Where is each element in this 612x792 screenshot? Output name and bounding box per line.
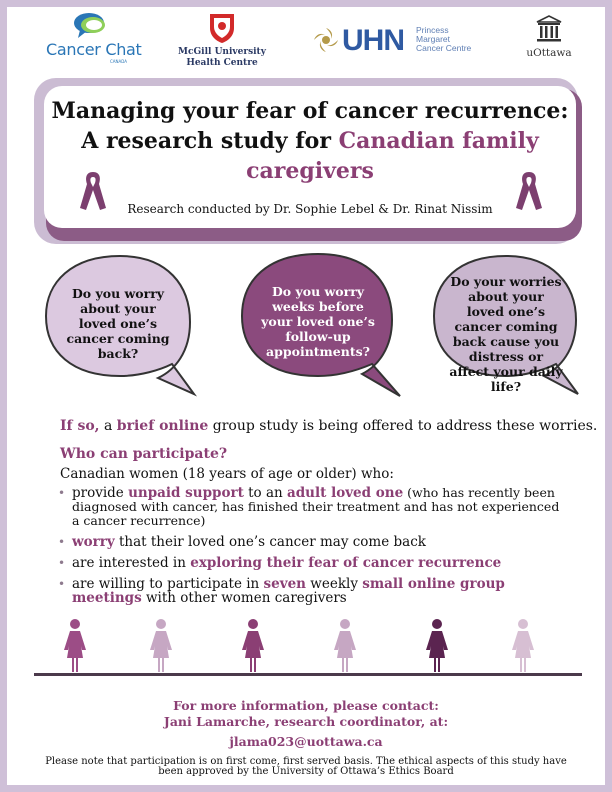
mcgill-logo <box>176 10 268 72</box>
ground-line <box>34 673 582 676</box>
speech-bubbles-icon <box>72 12 112 40</box>
lead-highlight-2: brief online <box>116 418 209 434</box>
criterion-1-highlight-1: unpaid support <box>128 485 244 501</box>
contact-line2: Jani Lamarche, research coordinator, at: <box>163 714 449 729</box>
contact-line1: For more information, please contact: <box>173 698 439 713</box>
lead-text-2: group study is being offered to address these worries. <box>208 418 598 434</box>
criterion-2-highlight: worry <box>72 534 115 550</box>
criteria-intro: Canadian women (18 years of age or older) who: <box>60 466 394 482</box>
mcgill-crest-icon <box>208 12 236 44</box>
women-figures-row <box>34 618 582 678</box>
list-item <box>54 577 564 605</box>
bubble-1-text: Do you worry about your loved one’s cancer coming back? <box>66 286 170 361</box>
woman-figure-icon <box>424 618 450 672</box>
criterion-1-pre: provide <box>72 485 129 501</box>
woman-figure-icon <box>62 618 88 672</box>
title-line1: Managing your fear of cancer recurrence: <box>51 98 569 124</box>
criterion-4-highlight-1: seven <box>263 576 306 592</box>
woman-figure-icon <box>332 618 358 672</box>
awareness-ribbon-icon <box>76 168 110 212</box>
criterion-3-pre: are interested in <box>72 555 191 571</box>
criterion-4-highlight-2: small online group meetings <box>72 576 505 606</box>
woman-figure-icon <box>510 618 536 672</box>
question-bubble-1 <box>40 252 200 398</box>
logo-row <box>0 10 612 72</box>
question-bubble-2 <box>234 250 404 400</box>
contact-block <box>0 698 612 750</box>
uhn-line2: Margaret <box>416 34 451 44</box>
contact-email[interactable]: jlama023@uottawa.ca <box>229 734 383 749</box>
mcgill-line1: McGill University <box>178 47 266 57</box>
bubble-2-text: Do you worry weeks before your loved one’s follow-up appointments? <box>261 284 375 359</box>
lead-highlight-1: If so, <box>60 418 100 434</box>
uhn-letters: UHN <box>342 24 404 57</box>
awareness-ribbon-icon <box>512 168 546 212</box>
byline: Research conducted by Dr. Sophie Lebel & Dr. Rinat Nissim <box>127 202 493 216</box>
ethics-note: Please note that participation is on first come, first served basis. The ethical aspects of this study have been approved by the University of Ottawa’s Ethics Board <box>45 756 567 777</box>
uottawa-logo <box>521 10 577 66</box>
criterion-4-post: with other women caregivers <box>141 590 347 606</box>
uottawa-name: uOttawa <box>526 47 572 59</box>
criterion-1-mid: to an <box>243 485 287 501</box>
uhn-line1: Princess <box>416 25 449 35</box>
cancer-chat-name: Cancer Chat <box>46 40 142 59</box>
title-line2 <box>44 126 576 156</box>
woman-figure-icon <box>240 618 266 672</box>
list-item <box>54 556 564 570</box>
uottawa-building-icon <box>534 14 564 44</box>
criterion-1-post: (who has recently been diagnosed with cancer, has finished their treatment and has not experienced a cancer recurrence) <box>72 485 560 528</box>
criterion-1-highlight-2: adult loved one <box>287 485 404 501</box>
bubble-3-text: Do your worries about your loved one’s cancer coming back cause you distress or affect your daily life? <box>449 274 563 394</box>
lead-text-1: a <box>99 418 117 434</box>
criterion-4-pre: are willing to participate in <box>72 576 264 592</box>
cancer-chat-logo <box>46 10 144 64</box>
who-heading: Who can participate? <box>60 446 228 462</box>
title-line3: caregivers <box>246 158 374 184</box>
woman-figure-icon <box>148 618 174 672</box>
uhn-subtext <box>416 26 471 53</box>
uhn-logo <box>312 24 482 64</box>
criterion-2-post: that their loved one’s cancer may come back <box>114 534 426 550</box>
list-item <box>54 486 564 528</box>
lead-sentence <box>60 418 597 434</box>
uhn-swirl-icon <box>312 26 340 54</box>
title-line2-plain: A research study for <box>81 128 339 154</box>
criteria-list <box>54 486 564 612</box>
criterion-4-mid: weekly <box>306 576 363 592</box>
list-item <box>54 535 564 549</box>
title-line2-highlight: Canadian family <box>338 128 539 154</box>
question-bubble-3 <box>428 252 584 398</box>
mcgill-line2: Health Centre <box>186 58 258 68</box>
cancer-chat-sub: CANADA <box>110 59 128 64</box>
page-title <box>44 96 576 186</box>
uhn-line3: Cancer Centre <box>416 43 472 53</box>
criterion-3-highlight: exploring their fear of cancer recurrence <box>190 555 502 571</box>
